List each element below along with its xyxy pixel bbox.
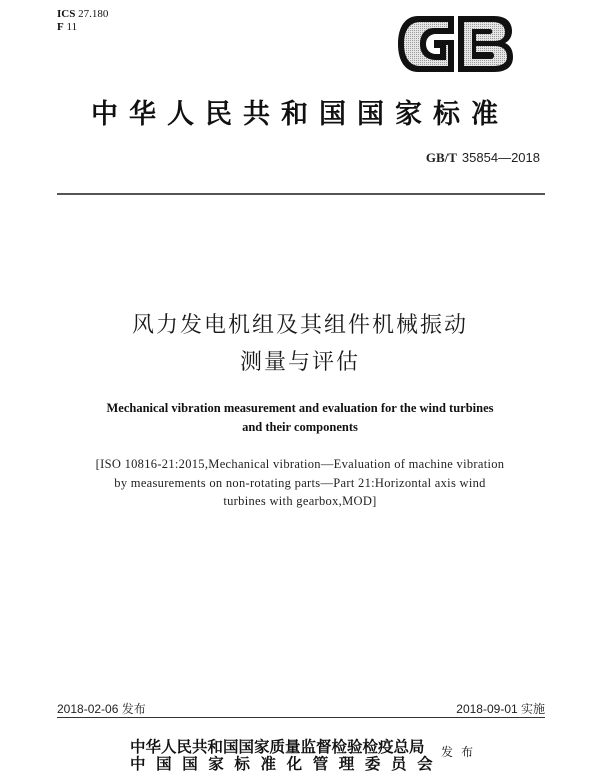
iso-reference-line2: by measurements on non-rotating parts—Part 21:Horizontal axis wind: [114, 475, 486, 490]
issue-date: 2018-02-06 发布: [57, 702, 146, 716]
gb-logo: [396, 14, 514, 74]
iso-reference: [0, 455, 600, 511]
issuer-line2: 中国国家标准化管理委员会: [130, 754, 444, 773]
classification-codes: [57, 8, 108, 34]
standard-code-number: 35854—2018: [461, 150, 540, 165]
gb-logo-icon: [396, 14, 514, 74]
ccs-code: F 11: [57, 21, 78, 33]
national-standard-title: 中华人民共和国国家标准: [91, 99, 509, 130]
english-title-line2: and their components: [242, 420, 358, 434]
standard-code: [426, 150, 540, 166]
top-divider: [57, 193, 545, 195]
english-title: [0, 399, 600, 437]
chinese-title-line2: 测量与评估: [239, 350, 360, 375]
bottom-divider: [57, 717, 545, 718]
implementation-date: 2018-09-01 实施: [456, 702, 545, 716]
ics-code: ICS 27.180: [57, 8, 109, 20]
issuer-line1: 中华人民共和国国家质量监督检验检疫总局: [130, 737, 425, 756]
iso-reference-line1: [ISO 10816-21:2015,Mechanical vibration—Evaluation of machine vibration: [95, 457, 505, 471]
standard-code-prefix: GB/T: [425, 150, 457, 165]
english-title-line1: Mechanical vibration measurement and evaluation for the wind turbines: [106, 401, 494, 415]
chinese-title-line1: 风力发电机组及其组件机械振动: [131, 313, 468, 338]
publish-label: 发布: [441, 745, 482, 759]
iso-reference-line3: turbines with gearbox,MOD]: [223, 494, 377, 508]
